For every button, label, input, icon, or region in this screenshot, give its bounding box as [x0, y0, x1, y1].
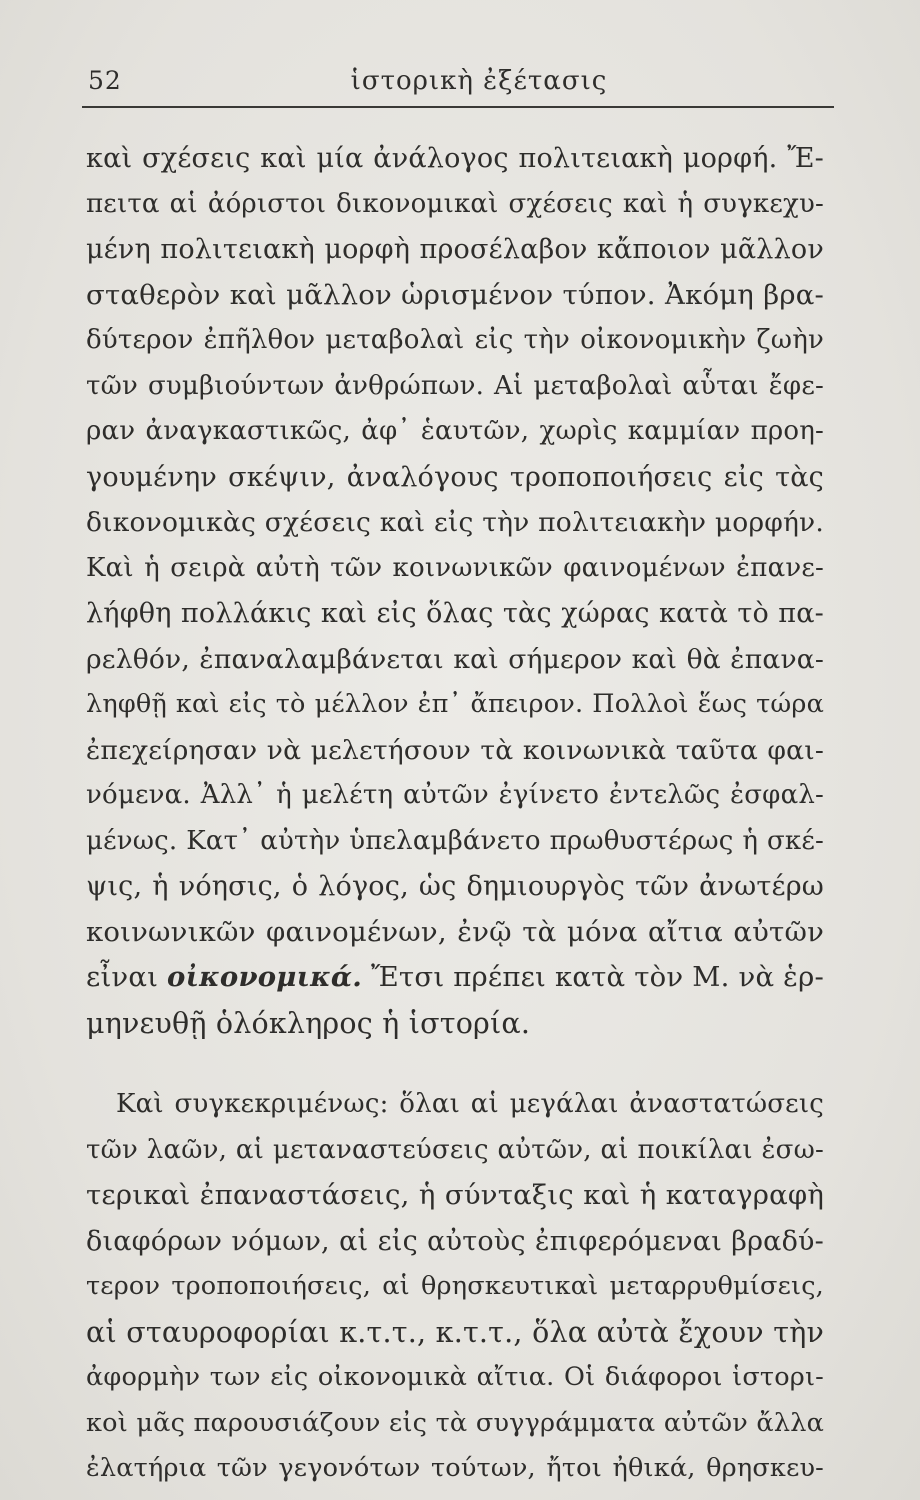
text-line: μένη πολιτειακὴ μορφὴ προσέλαβον κἄποιον μᾶλλον: [86, 234, 824, 265]
text-line: ψις, ἡ νόησις, ὁ λόγος, ὡς δημιουργὸς τῶν ἀνωτέρω: [86, 871, 824, 902]
text-line: διαφόρων νόμων, αἱ εἰς αὐτοὺς ἐπιφερόμεναι βραδύ-: [86, 1225, 824, 1257]
paragraph-gap: [86, 1046, 824, 1082]
text-line: τῶν συμβιούντων ἀνθρώπων. Αἱ μεταβολαὶ αὗται ἔφε-: [86, 370, 824, 401]
emphasis-after: Ἔτσι πρέπει κατὰ τὸν Μ. νὰ ἑρ-: [362, 961, 824, 993]
paragraph-2: [86, 1082, 824, 1492]
text-line: γουμένην σκέψιν, ἀναλόγους τροποποιήσεις εἰς τὰς: [86, 461, 824, 493]
text-line: λήφθη πολλάκις καὶ εἰς ὅλας τὰς χώρας κατὰ τὸ πα-: [86, 598, 824, 629]
text-line: σταθερὸν καὶ μᾶλλον ὡρισμένον τύπον. Ἀκόμη βρα-: [86, 278, 824, 311]
text-line: τερικαὶ ἐπαναστάσεις, ἡ σύνταξις καὶ ἡ καταγραφὴ: [86, 1179, 824, 1211]
text-line: κοὶ μᾶς παρουσιάζουν εἰς τὰ συγγράμματα αὐτῶν ἄλλα: [86, 1407, 824, 1438]
body-text: [86, 136, 824, 1492]
text-line: ἀφορμὴν των εἰς οἰκονομικὰ αἴτια. Οἱ διάφοροι ἱστορι-: [86, 1362, 824, 1392]
text-line: τῶν λαῶν, αἱ μεταναστεύσεις αὐτῶν, αἱ ποικίλαι ἐσω-: [86, 1134, 824, 1165]
running-title: ἱστορικὴ ἐξέτασις: [350, 66, 608, 96]
text-line: ληφθῇ καὶ εἰς τὸ μέλλον ἐπ᾿ ἄπειρον. Πολλοὶ ἕως τώρα: [86, 689, 824, 719]
text-line: τερον τροποποιήσεις, αἱ θρησκευτικαὶ μεταρρυθμίσεις,: [86, 1271, 824, 1301]
header-rule: [82, 106, 834, 108]
text-line: ρελθόν, ἐπαναλαμβάνεται καὶ σήμερον καὶ θὰ ἐπανα-: [86, 643, 824, 675]
text-line: καὶ σχέσεις καὶ μία ἀνάλογος πολιτειακὴ μορφή. Ἔ-: [86, 143, 824, 174]
text-line-emphasis: [86, 955, 824, 1001]
text-line: νόμενα. Ἀλλ᾿ ἡ μελέτη αὐτῶν ἐγίνετο ἐντελῶς ἐσφαλ-: [86, 780, 824, 810]
text-line: κοινωνικῶν φαινομένων, ἐνῷ τὰ μόνα αἴτια αὐτῶν: [86, 915, 824, 948]
text-line: Καὶ συγκεκριμένως: ὅλαι αἱ μεγάλαι ἀναστατώσεις: [116, 1089, 824, 1119]
text-line: ραν ἀναγκαστικῶς, ἀφ᾿ ἑαυτῶν, χωρὶς καμμίαν προη-: [86, 416, 824, 446]
text-line: μένως. Κατ᾿ αὐτὴν ὑπελαμβάνετο πρωθυστέρως ἡ σκέ-: [86, 825, 824, 856]
page-header: [88, 66, 830, 106]
emphasized-word: οἰκονομικά.: [167, 961, 363, 993]
text-line: μηνευθῇ ὁλόκληρος ἡ ἱστορία.: [86, 1006, 531, 1040]
text-line: ἐπεχείρησαν νὰ μελετήσουν τὰ κοινωνικὰ ταῦτα φαι-: [86, 734, 824, 766]
text-line: ἐλατήρια τῶν γεγονότων τούτων, ἤτοι ἠθικά, θρησκευ-: [86, 1453, 824, 1483]
text-line: Καὶ ἡ σειρὰ αὐτὴ τῶν κοινωνικῶν φαινομένων ἐπανε-: [86, 552, 824, 583]
text-line: δύτερον ἐπῆλθον μεταβολαὶ εἰς τὴν οἰκονομικὴν ζωὴν: [86, 325, 824, 355]
emphasis-before: εἶναι: [86, 961, 168, 993]
text-line: δικονομικὰς σχέσεις καὶ εἰς τὴν πολιτειακὴν μορφήν.: [86, 507, 824, 538]
paragraph-1: [86, 136, 824, 1046]
text-line: αἱ σταυροφορίαι κ.τ.τ., κ.τ.τ., ὅλα αὐτὰ ἔχουν τὴν: [86, 1315, 824, 1349]
page-number: 52: [88, 66, 122, 95]
text-line: πειτα αἱ ἀόριστοι δικονομικαὶ σχέσεις καὶ ἡ συγκεχυ-: [86, 188, 824, 219]
